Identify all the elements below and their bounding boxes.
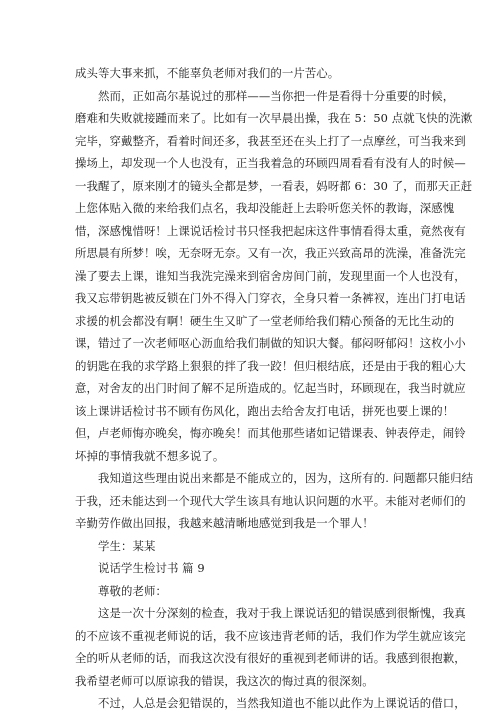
text-line: 我又忘带钥匙被反锁在门外不得入门穿衣，全身只着一条裤衩，连出门打电话 bbox=[75, 291, 466, 305]
text-line: 坏掉的事情我就不想多说了。 bbox=[75, 448, 225, 463]
text-line: 辛勤劳作做出回报，我越来越清晰地感觉到我是一个罪人！ bbox=[75, 516, 374, 530]
text-line: 成头等大事来抓，不能辜负老师对我们的一片苦心。 bbox=[75, 66, 340, 80]
text-line: 全的听从老师的话，而我这次没有很好的重视到老师讲的话。我感到很抱歉， bbox=[75, 651, 466, 665]
text-line: 一我醒了，原来刚才的镜头全都是梦，一看表，妈呀都 6：30 了，而那天正赶 bbox=[75, 178, 473, 193]
text-line: 但，卢老师悔亦晚矣，悔亦晚矣！而其他那些诸如记错课表、钟表停走，闹铃 bbox=[75, 426, 466, 440]
text-line: 磨难和失败就接踵而来了。比如有一次早晨出操，我在 5：50 点就飞快的洗漱 bbox=[75, 111, 473, 125]
document-page bbox=[75, 62, 474, 715]
text-line: 尊敬的老师： bbox=[98, 583, 167, 598]
text-line: 不过，人总是会犯错误的，当然我知道也不能以此作为上课说话的借口， bbox=[98, 696, 466, 710]
text-line: 的不应该不重视老师说的话，我不应该违背老师的话，我们作为学生就应该完 bbox=[75, 628, 466, 643]
text-line: 该上课讲话检讨书不顾有伤风化，跑出去给舍友打电话，拼死也要上课的！ bbox=[75, 403, 455, 418]
text-line: 惜，深感愧惜呀！上课说话检讨书只怪我把起床这件事情看得太重，竟然夜有 bbox=[75, 223, 466, 238]
text-line: 然而，正如高尔基说过的那样——当你把一件是看得十分重要的时候， bbox=[98, 88, 455, 103]
text-line: 我希望老师可以原谅我的错误，我这次的悔过真的很深刻。 bbox=[75, 673, 374, 688]
text-line: 学生：某某 bbox=[98, 538, 156, 553]
text-line: 意，对舍友的出门时间了解不足所造成的。忆起当时，环顾现在，我当时就应 bbox=[75, 381, 466, 395]
text-line: 操场上，却发现一个人也没有，正当我着急的环顾四周看看有没有人的时候— bbox=[75, 156, 466, 170]
text-line: 这是一次十分深刻的检查，我对于我上课说话犯的错误感到很惭愧，我真 bbox=[98, 606, 466, 620]
text-line: 上您体贴入微的来给我们点名，我却没能赶上去聆听您关怀的教诲，深感愧 bbox=[75, 201, 455, 215]
text-line: 求援的机会都没有啊！硬生生又旷了一堂老师给我们精心预备的无比生动的 bbox=[75, 313, 455, 328]
text-line: 课，错过了一次老师呕心沥血给我们制做的知识大餐。郁闷呀郁闷！这枚小小 bbox=[75, 336, 466, 350]
text-line: 澡了要去上课，谁知当我洗完澡来到宿舍房间门前，发现里面一个人也没有， bbox=[75, 268, 466, 283]
text-line: 所思晨有所梦！唉，无奈呀无奈。又有一次，我正兴致高昂的洗澡，准备洗完 bbox=[75, 246, 466, 260]
text-line: 的钥匙在我的求学路上狠狠的拌了我一跤！但归根结底，还是由于我的粗心大 bbox=[75, 358, 466, 373]
text-line: 我知道这些理由说出来都是不能成立的，因为，这所有的. 问题都只能归结 bbox=[98, 471, 474, 485]
text-line: 完毕，穿戴整齐，看着时间还多，我甚至还在头上打了一点摩丝，可当我来到 bbox=[75, 133, 466, 148]
text-line: 于我，还未能达到一个现代大学生该具有地认识问题的水平。未能对老师们的 bbox=[75, 493, 466, 508]
text-line: 说话学生检讨书 篇 9 bbox=[98, 561, 205, 575]
